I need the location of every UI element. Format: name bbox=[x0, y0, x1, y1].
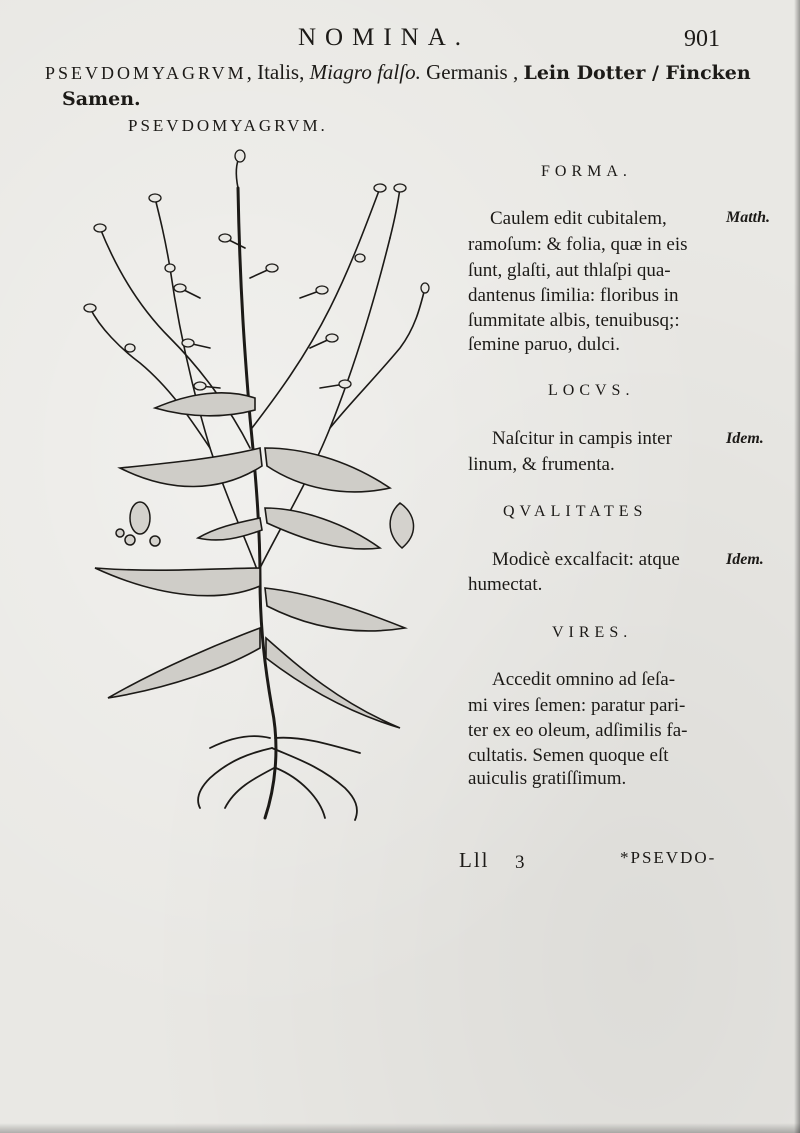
margin-note-qualitates: Idem. bbox=[726, 551, 764, 568]
page-edge-shadow bbox=[794, 0, 800, 1133]
margin-note-forma: Matth. bbox=[726, 209, 771, 226]
vires-line: mi vires ſemen: paratur pari- bbox=[468, 695, 686, 716]
forma-line: dantenus ſimilia: floribus in bbox=[468, 285, 679, 306]
german-name-cont: Samen. bbox=[62, 88, 141, 110]
page-number: 901 bbox=[684, 26, 720, 52]
vires-line: cultatis. Semen quoque eſt bbox=[468, 745, 669, 766]
section-heading-qualitates: QVALITATES bbox=[503, 503, 648, 520]
section-heading-forma: FORMA. bbox=[541, 163, 632, 180]
latin-name: PSEVDOMYAGRVM bbox=[45, 63, 247, 83]
forma-line: ſemine paruo, dulci. bbox=[468, 334, 620, 355]
margin-note-locus: Idem. bbox=[726, 430, 764, 447]
german-name: Lein Dotter / Fincken bbox=[523, 62, 751, 84]
vires-line: ter ex eo oleum, adſimilis fa- bbox=[468, 720, 688, 741]
plant-names-line-2 bbox=[62, 86, 141, 111]
plant-names-line bbox=[45, 60, 751, 85]
locus-line: Naſcitur in campis inter bbox=[492, 428, 672, 449]
plant-caption: PSEVDOMYAGRVM. bbox=[128, 116, 328, 135]
pseudomyagrum-plant-woodcut-icon bbox=[60, 148, 430, 828]
signature-mark: Lll bbox=[459, 848, 490, 872]
signature-number: 3 bbox=[515, 852, 525, 873]
section-heading-vires: VIRES. bbox=[552, 624, 633, 641]
running-header: NOMINA. bbox=[298, 24, 471, 51]
names-separator-1: , Italis, bbox=[246, 60, 310, 84]
names-separator-2: Germanis , bbox=[420, 60, 524, 84]
locus-line: linum, & frumenta. bbox=[468, 454, 615, 475]
vires-line: auiculis gratiſſimum. bbox=[468, 768, 627, 789]
catchword: *PSEVDO- bbox=[620, 848, 717, 867]
italian-name: Miagro falſo. bbox=[309, 60, 421, 84]
page-bottom-shadow bbox=[0, 1123, 800, 1133]
forma-line: ſummitate albis, tenuibusq;: bbox=[468, 310, 680, 331]
forma-line: ramoſum: & folia, quæ in eis bbox=[468, 234, 688, 255]
qualitates-line: humectat. bbox=[468, 574, 543, 595]
qualitates-line: Modicè excalfacit: atque bbox=[492, 549, 680, 570]
forma-line: ſunt, glaſti, aut thlaſpi qua- bbox=[468, 260, 671, 281]
forma-line: Caulem edit cubitalem, bbox=[490, 208, 667, 229]
vires-line: Accedit omnino ad ſeſa- bbox=[492, 669, 676, 690]
section-heading-locus: LOCVS. bbox=[548, 382, 635, 399]
